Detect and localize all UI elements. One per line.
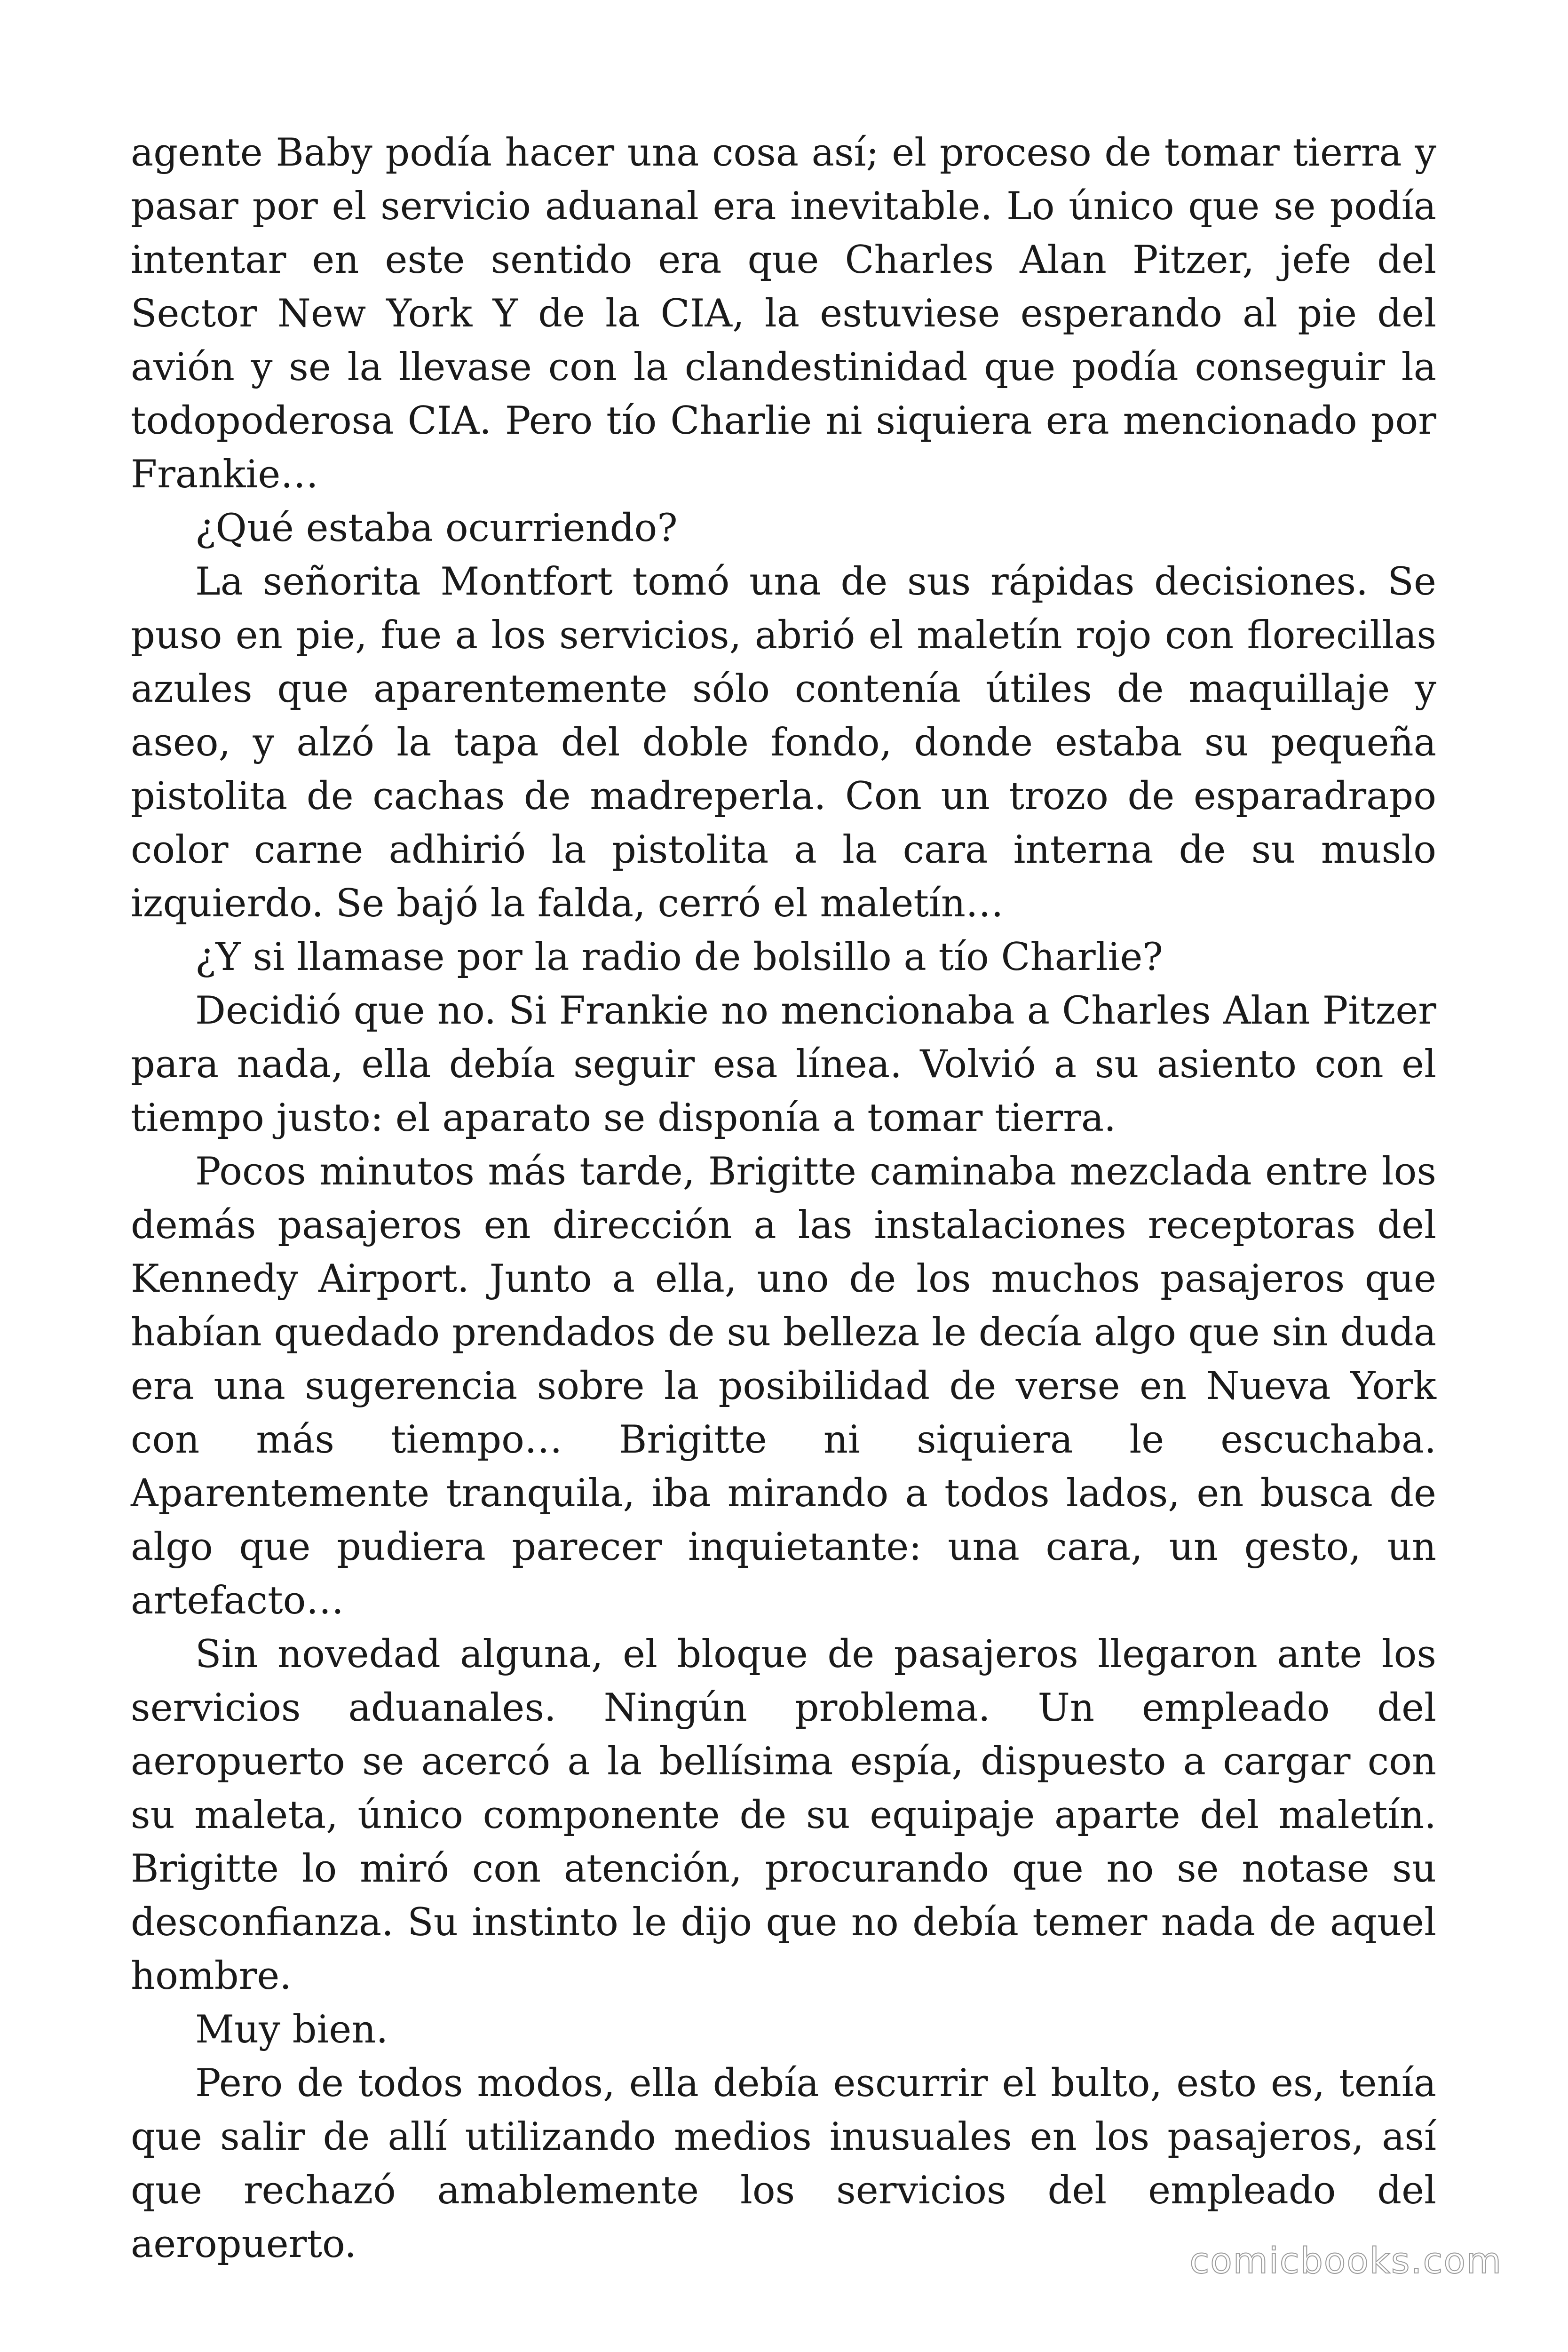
paragraph: Decidió que no. Si Frankie no mencionaba a Charles Alan Pitzer para nada, ella debía seguir esa línea. Volvió a su asiento con el tiempo justo: el aparato se disponía a tomar tierra. [131, 989, 1436, 1140]
paragraph: ¿Qué estaba ocurriendo? [195, 506, 678, 550]
paragraph: Muy bien. [195, 2008, 388, 2052]
watermark-text: comicbooks.com [1189, 2240, 1502, 2281]
paragraph-continued: agente Baby podía hacer una cosa así; el proceso de tomar tierra y pasar por el servicio aduanal era inevitable. Lo único que se podía intentar en este sentido era que Charles Alan Pitzer, jefe del Sector New York Y de la CIA, la estuviese esperando al pie del avión y se la llevase con la clandestinidad que podía conseguir la todopoderosa CIA. Pero tío Charlie ni siquiera era mencionado por Frankie… [131, 131, 1436, 497]
paragraph: La señorita Montfort tomó una de sus rápidas decisiones. Se puso en pie, fue a los servicios, abrió el maletín rojo con florecillas azules que aparentemente sólo contenía útiles de maquillaje y aseo, y alzó la tapa del doble fondo, donde estaba su pequeña pistolita de cachas de madreperla. Con un trozo de esparadrapo color carne adhirió la pistolita a la cara interna de su muslo izquierdo. Se bajó la falda, cerró el maletín… [131, 560, 1436, 926]
body-text [131, 126, 1436, 2271]
paragraph: Pero de todos modos, ella debía escurrir el bulto, esto es, tenía que salir de allí utilizando medios inusuales en los pasajeros, así que rechazó amablemente los servicios del empleado del aeropuerto. [131, 2061, 1436, 2266]
paragraph: Pocos minutos más tarde, Brigitte caminaba mezclada entre los demás pasajeros en dirección a las instalaciones receptoras del Kennedy Airport. Junto a ella, uno de los muchos pasajeros que habían quedado prendados de su belleza le decía algo que sin duda era una sugerencia sobre la posibilidad de verse en Nueva York con más tiempo… Brigitte ni siquiera le escuchaba. Aparentemente tranquila, iba mirando a todos lados, en busca de algo que pudiera parecer inquietante: una cara, un gesto, un artefacto… [131, 1150, 1436, 1623]
paragraph: ¿Y si llamase por la radio de bolsillo a tío Charlie? [195, 935, 1163, 979]
paragraph: Sin novedad alguna, el bloque de pasajeros llegaron ante los servicios aduanales. Ningún problema. Un empleado del aeropuerto se acercó a la bellísima espía, dispuesto a cargar con su maleta, único componente de su equipaje aparte del maletín. Brigitte lo miró con atención, procurando que no se notase su desconfianza. Su instinto le dijo que no debía temer nada de aquel hombre. [131, 1632, 1436, 1998]
